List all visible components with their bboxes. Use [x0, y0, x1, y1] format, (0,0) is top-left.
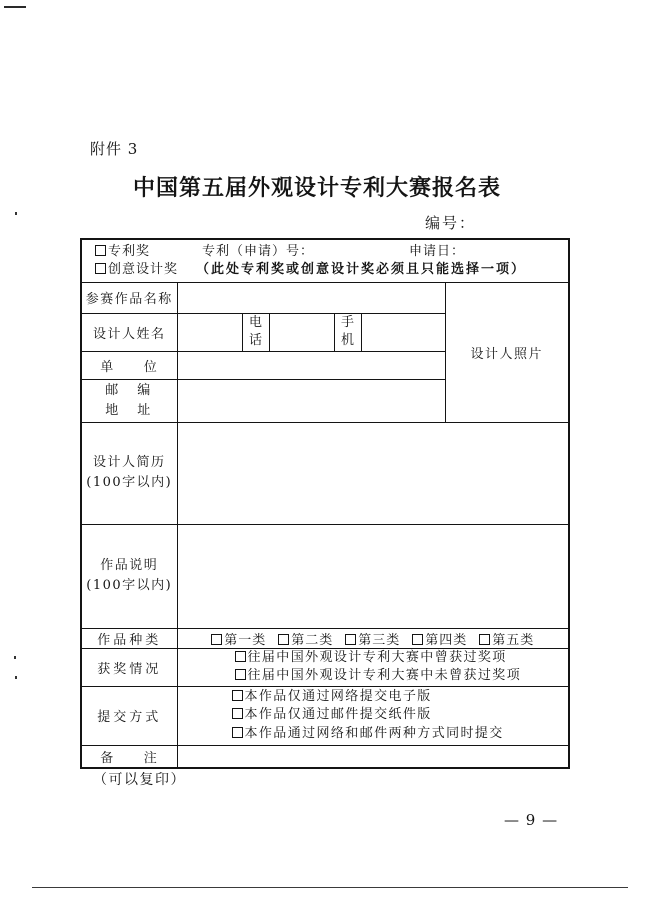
submission-checkbox[interactable] — [232, 727, 243, 738]
category-option-label: 第五类 — [492, 632, 535, 648]
category-checkbox[interactable] — [479, 634, 490, 645]
submission-method-options — [178, 688, 569, 744]
patent-award-label: 专利奖 — [108, 244, 151, 260]
resume-label-cell — [81, 422, 177, 524]
patent-award-checkbox[interactable] — [95, 245, 106, 256]
category-option-2[interactable] — [278, 629, 333, 648]
submission-option-mail[interactable] — [232, 706, 569, 725]
resume-label: 设计人简历 — [92, 455, 166, 470]
award-history-option-label: 往届中国外观设计专利大赛中未曾获过奖项 — [247, 668, 522, 683]
designer-photo-box[interactable] — [445, 282, 569, 422]
submission-method-label: 提交方式 — [81, 686, 177, 745]
serial-number-label: 编号： — [425, 214, 477, 232]
category-option-4[interactable] — [412, 629, 467, 648]
category-option-5[interactable] — [479, 629, 534, 648]
submission-method-cell — [177, 686, 569, 745]
postcode-address-field[interactable] — [177, 379, 445, 422]
category-options — [178, 629, 569, 648]
description-label-cell — [81, 524, 177, 628]
form-title: 中国第五届外观设计专利大赛报名表 — [132, 175, 501, 201]
category-option-3[interactable] — [345, 629, 400, 648]
copy-allowed-note: （可以复印） — [93, 772, 186, 788]
award-history-checkbox[interactable] — [235, 669, 246, 680]
patent-award-option[interactable] — [95, 244, 150, 260]
description-limit-label: (100字以内) — [86, 578, 173, 593]
scan-mark — [15, 676, 17, 679]
category-option-label: 第四类 — [425, 632, 468, 648]
category-option-label: 第二类 — [291, 632, 334, 648]
submission-option-label: 本作品仅通过邮件提交纸件版 — [244, 707, 432, 723]
address-label: 地 址 — [105, 402, 154, 418]
award-history-option-won[interactable] — [235, 649, 569, 668]
scan-mark — [15, 212, 17, 215]
unit-field[interactable] — [177, 351, 445, 379]
page-number: — 9 — — [504, 811, 559, 829]
mobile-label: 手机 — [340, 315, 354, 348]
submission-option-both[interactable] — [232, 725, 569, 744]
award-history-options — [178, 649, 569, 686]
remarks-label: 备 注 — [81, 745, 177, 768]
phone-field[interactable] — [269, 313, 334, 351]
submission-option-online[interactable] — [232, 688, 569, 707]
category-checkbox[interactable] — [345, 634, 356, 645]
scan-edge-line — [32, 887, 628, 888]
description-field[interactable] — [177, 524, 569, 628]
phone-label: 电话 — [248, 315, 262, 348]
designer-name-field[interactable] — [177, 313, 242, 351]
postcode-address-label-cell — [81, 379, 177, 422]
category-option-label: 第一类 — [224, 632, 267, 648]
resume-field[interactable] — [177, 422, 569, 524]
award-type-row — [81, 239, 569, 282]
submission-checkbox[interactable] — [232, 708, 243, 719]
resume-limit-label: (100字以内) — [86, 475, 173, 490]
submission-option-label: 本作品通过网络和邮件两种方式同时提交 — [244, 725, 504, 741]
award-selection-note: （此处专利奖或创意设计奖必须且只能选择一项） — [196, 262, 527, 278]
remarks-field[interactable] — [177, 745, 569, 768]
registration-form-table — [80, 238, 570, 769]
category-label: 作品种类 — [81, 628, 177, 648]
creative-award-option[interactable] — [95, 262, 178, 278]
work-name-label: 参赛作品名称 — [81, 282, 177, 313]
category-option-label: 第三类 — [358, 632, 401, 648]
work-name-field[interactable] — [177, 282, 445, 313]
award-history-option-label: 往届中国外观设计专利大赛中曾获过奖项 — [247, 649, 507, 665]
mobile-label-cell — [334, 313, 361, 351]
award-history-checkbox[interactable] — [235, 651, 246, 662]
submission-option-label: 本作品仅通过网络提交电子版 — [244, 688, 432, 704]
mobile-field[interactable] — [361, 313, 445, 351]
category-checkbox[interactable] — [211, 634, 222, 645]
award-history-option-not-won[interactable] — [235, 667, 569, 686]
unit-label: 单 位 — [81, 351, 177, 379]
category-options-cell — [177, 628, 569, 648]
category-checkbox[interactable] — [412, 634, 423, 645]
designer-photo-label: 设计人照片 — [470, 346, 544, 362]
application-date-label: 申请日： — [409, 244, 466, 260]
attachment-label: 附件 3 — [90, 140, 139, 158]
postcode-label: 邮 编 — [105, 382, 154, 398]
scan-mark — [4, 6, 26, 8]
award-history-label: 获奖情况 — [81, 648, 177, 686]
phone-label-cell — [242, 313, 269, 351]
creative-award-checkbox[interactable] — [95, 263, 106, 274]
category-checkbox[interactable] — [278, 634, 289, 645]
designer-name-label: 设计人姓名 — [81, 313, 177, 351]
award-history-cell — [177, 648, 569, 686]
creative-award-label: 创意设计奖 — [108, 262, 179, 278]
patent-number-label: 专利（申请）号： — [202, 244, 315, 260]
submission-checkbox[interactable] — [232, 690, 243, 701]
scan-mark — [14, 656, 16, 659]
category-option-1[interactable] — [211, 629, 266, 648]
description-label: 作品说明 — [100, 558, 159, 573]
